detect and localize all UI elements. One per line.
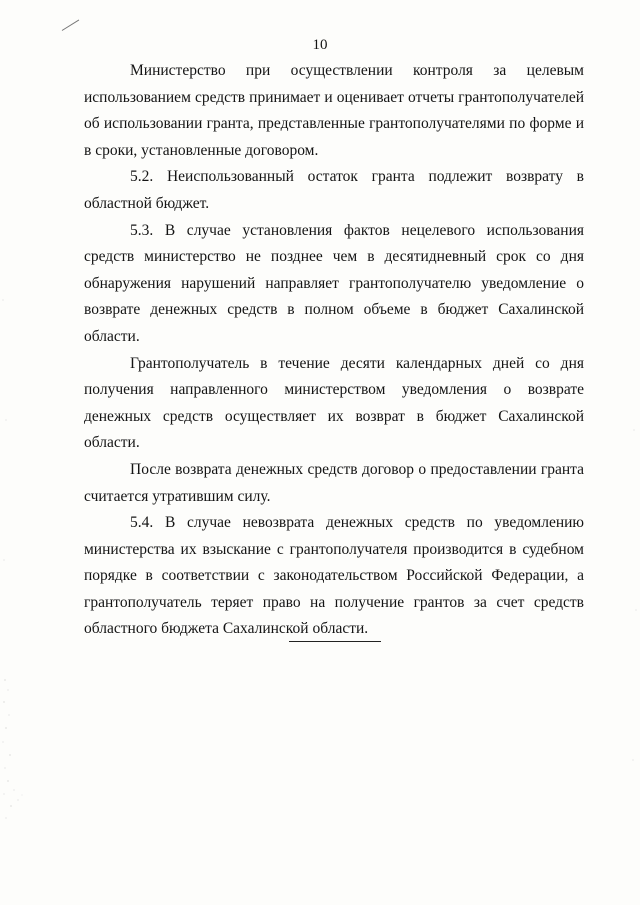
paragraph-grant-recipient-return: Грантополучатель в течение десяти календарных дней со дня получения направленного министерством уведомления о возврате денежных средств осуществляет их возврат в бюджет Сахалинской области.: [84, 354, 584, 452]
paragraph-ministry-control: Министерство при осуществлении контроля за целевым использованием средств принимает и оценивает отчеты грантополучателей об использовании гранта, представленные грантополучателями по форме и в сроки, установленные договором.: [84, 62, 584, 159]
paragraph-contract-void: После возврата денежных средств договор о предоставлении гранта считается утратившим силу.: [84, 460, 584, 505]
paragraph-5-4: 5.4. В случае невозврата денежных средств по уведомлению министерства их взыскание с грантополучателя производится в судебном порядке в соответствии с законодательством Российской Федерации, а грантополучатель теряет право на получение грантов за счет средств областного бюджета Сахалинской области.: [84, 514, 584, 638]
paragraph-5-3: 5.3. В случае установления фактов нецелевого использования средств министерство не позднее чем в десятидневный срок со дня обнаружения нарушений направляет грантополучателю уведомление о возврате денежных средств в полном объеме в бюджет Сахалинской области.: [84, 221, 584, 345]
paragraph-5-2: 5.2. Неиспользованный остаток гранта подлежит возврату в областной бюджет.: [84, 168, 584, 212]
document-body: [84, 58, 584, 643]
closing-separator-line: [289, 641, 381, 642]
page-number: 10: [312, 37, 328, 53]
